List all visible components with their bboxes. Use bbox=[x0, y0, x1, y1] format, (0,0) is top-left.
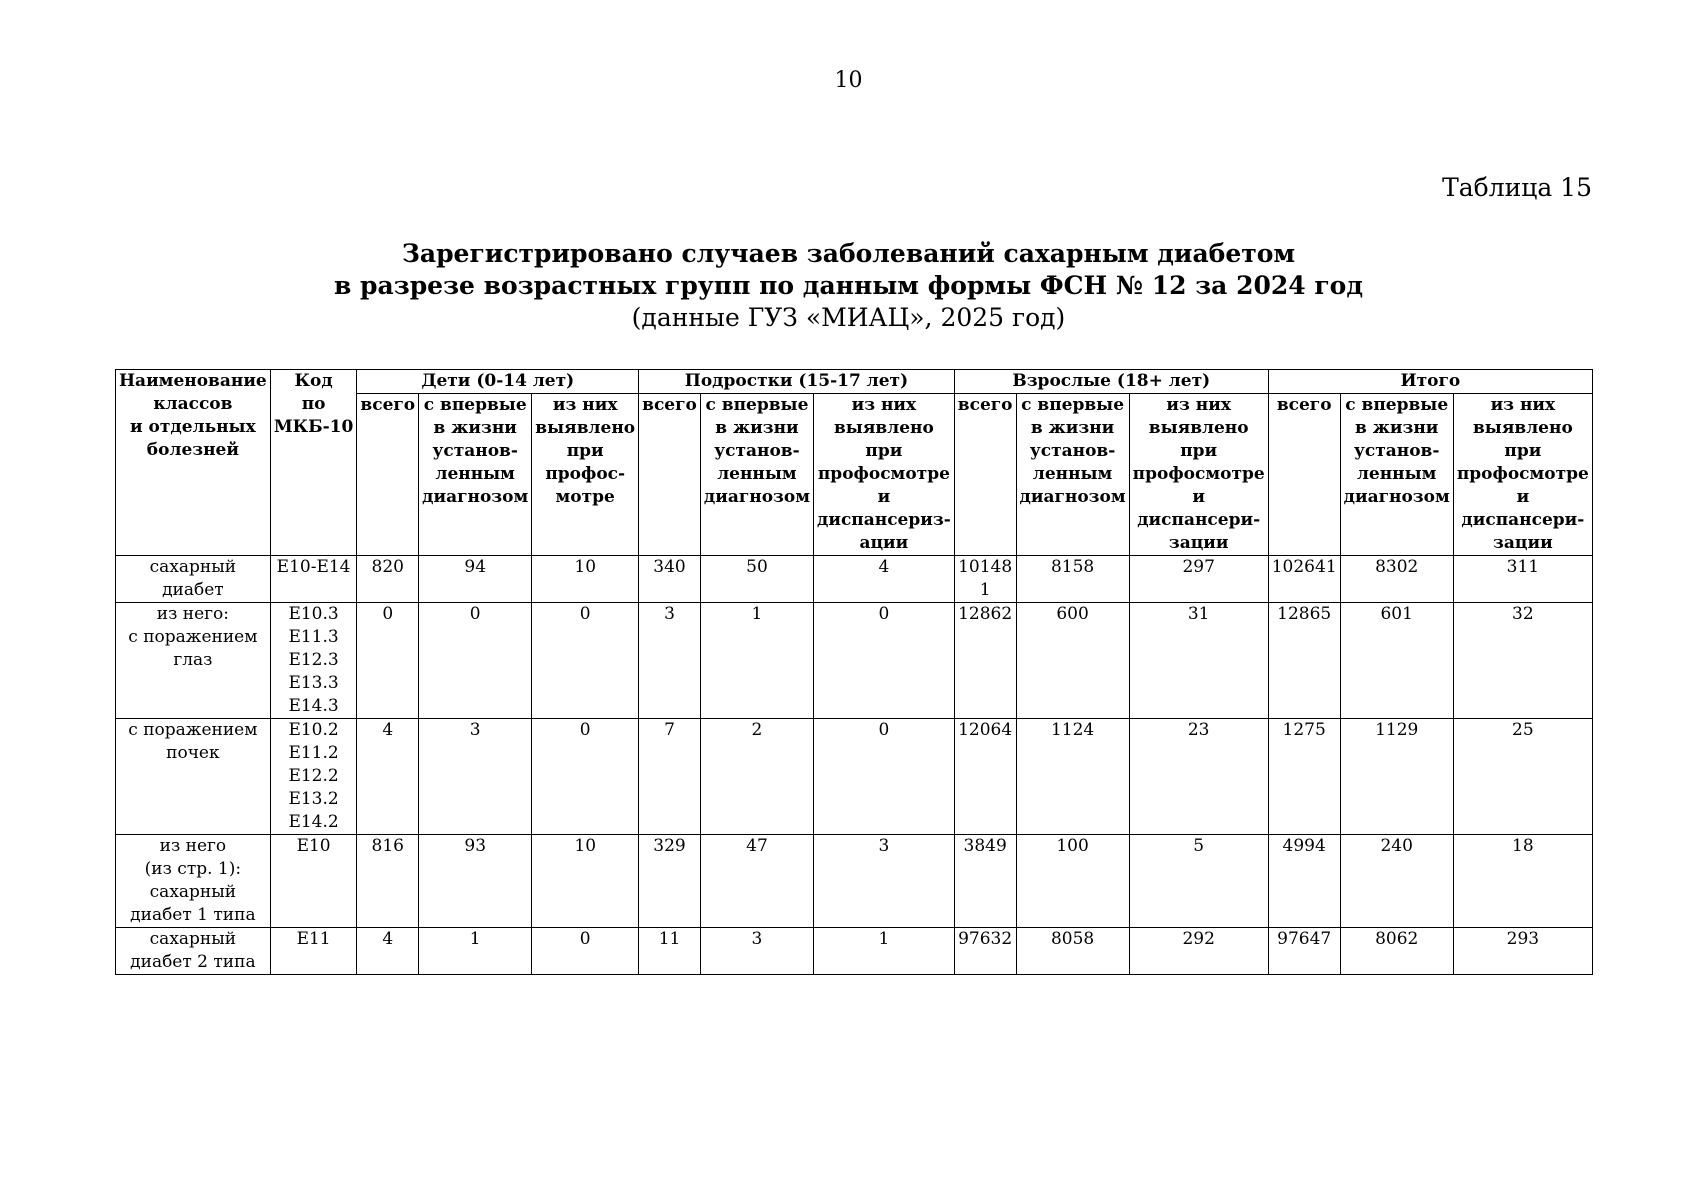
table-row bbox=[116, 603, 1593, 719]
title-line-1: Зарегистрировано случаев заболеваний сахарным диабетом bbox=[401, 239, 1296, 268]
table-title bbox=[0, 238, 1697, 334]
row-name-cell: из него (из стр. 1): сахарный диабет 1 типа bbox=[116, 835, 271, 928]
row-value-cell: 11 bbox=[639, 928, 701, 975]
row-code-cell: Е10-Е14 bbox=[270, 556, 357, 603]
row-value-cell: 0 bbox=[419, 603, 532, 719]
row-value-cell: 0 bbox=[532, 928, 639, 975]
row-value-cell: 311 bbox=[1453, 556, 1592, 603]
row-value-cell: 3 bbox=[700, 928, 813, 975]
row-value-cell: 1124 bbox=[1016, 719, 1129, 835]
row-value-cell: 240 bbox=[1340, 835, 1453, 928]
header-adults-total: всего bbox=[954, 394, 1016, 556]
row-value-cell: 4 bbox=[357, 719, 419, 835]
row-value-cell: 1 bbox=[419, 928, 532, 975]
table-row bbox=[116, 719, 1593, 835]
row-value-cell: 10148 1 bbox=[954, 556, 1016, 603]
row-value-cell: 601 bbox=[1340, 603, 1453, 719]
row-value-cell: 4 bbox=[357, 928, 419, 975]
row-code-cell: Е11 bbox=[270, 928, 357, 975]
row-value-cell: 31 bbox=[1129, 603, 1268, 719]
header-group-total: Итого bbox=[1268, 370, 1592, 394]
header-adults-first: с впервые в жизни установ- ленным диагнозом bbox=[1016, 394, 1129, 556]
row-value-cell: 94 bbox=[419, 556, 532, 603]
diabetes-table bbox=[115, 369, 1593, 975]
row-value-cell: 97647 bbox=[1268, 928, 1340, 975]
row-value-cell: 7 bbox=[639, 719, 701, 835]
row-value-cell: 47 bbox=[700, 835, 813, 928]
row-value-cell: 100 bbox=[1016, 835, 1129, 928]
row-value-cell: 3 bbox=[419, 719, 532, 835]
header-group-children: Дети (0-14 лет) bbox=[357, 370, 639, 394]
row-value-cell: 3 bbox=[639, 603, 701, 719]
row-value-cell: 3849 bbox=[954, 835, 1016, 928]
header-group-teens: Подростки (15-17 лет) bbox=[639, 370, 955, 394]
row-value-cell: 8058 bbox=[1016, 928, 1129, 975]
header-sum-total: всего bbox=[1268, 394, 1340, 556]
row-value-cell: 600 bbox=[1016, 603, 1129, 719]
row-value-cell: 10 bbox=[532, 835, 639, 928]
row-value-cell: 297 bbox=[1129, 556, 1268, 603]
row-value-cell: 0 bbox=[814, 719, 955, 835]
header-teens-first: с впервые в жизни установ- ленным диагнозом bbox=[700, 394, 813, 556]
title-line-2: в разрезе возрастных групп по данным формы ФСН № 12 за 2024 год bbox=[333, 271, 1364, 300]
row-value-cell: 2 bbox=[700, 719, 813, 835]
row-value-cell: 0 bbox=[532, 719, 639, 835]
row-value-cell: 816 bbox=[357, 835, 419, 928]
table-row bbox=[116, 556, 1593, 603]
table-body bbox=[116, 556, 1593, 975]
row-value-cell: 32 bbox=[1453, 603, 1592, 719]
row-value-cell: 8302 bbox=[1340, 556, 1453, 603]
row-name-cell: сахарный диабет 2 типа bbox=[116, 928, 271, 975]
header-name: Наименование классов и отдельных болезней bbox=[116, 370, 271, 556]
header-row-groups bbox=[116, 370, 1593, 394]
row-name-cell: сахарный диабет bbox=[116, 556, 271, 603]
row-value-cell: 329 bbox=[639, 835, 701, 928]
header-teens-total: всего bbox=[639, 394, 701, 556]
header-adults-prof: из них выявлено при профосмотре и диспансери- зации bbox=[1129, 394, 1268, 556]
row-value-cell: 4 bbox=[814, 556, 955, 603]
table-row bbox=[116, 928, 1593, 975]
row-value-cell: 23 bbox=[1129, 719, 1268, 835]
row-value-cell: 102641 bbox=[1268, 556, 1340, 603]
header-code: Код по МКБ-10 bbox=[270, 370, 357, 556]
page-number: 10 bbox=[834, 68, 863, 93]
header-sum-prof: из них выявлено при профосмотре и диспансери- зации bbox=[1453, 394, 1592, 556]
row-value-cell: 0 bbox=[532, 603, 639, 719]
row-name-cell: из него: с поражением глаз bbox=[116, 603, 271, 719]
row-value-cell: 18 bbox=[1453, 835, 1592, 928]
table-row bbox=[116, 835, 1593, 928]
row-value-cell: 820 bbox=[357, 556, 419, 603]
row-code-cell: Е10.2 Е11.2 Е12.2 Е13.2 Е14.2 bbox=[270, 719, 357, 835]
row-value-cell: 50 bbox=[700, 556, 813, 603]
row-value-cell: 292 bbox=[1129, 928, 1268, 975]
header-group-adults: Взрослые (18+ лет) bbox=[954, 370, 1268, 394]
row-value-cell: 8158 bbox=[1016, 556, 1129, 603]
row-value-cell: 0 bbox=[814, 603, 955, 719]
table-label: Таблица 15 bbox=[1442, 173, 1592, 202]
row-value-cell: 12064 bbox=[954, 719, 1016, 835]
title-subtitle: (данные ГУЗ «МИАЦ», 2025 год) bbox=[631, 303, 1066, 332]
header-sum-first: с впервые в жизни установ- ленным диагнозом bbox=[1340, 394, 1453, 556]
row-value-cell: 8062 bbox=[1340, 928, 1453, 975]
row-name-cell: с поражением почек bbox=[116, 719, 271, 835]
header-children-total: всего bbox=[357, 394, 419, 556]
row-value-cell: 12865 bbox=[1268, 603, 1340, 719]
header-children-prof: из них выявлено при профос- мотре bbox=[532, 394, 639, 556]
row-value-cell: 1 bbox=[700, 603, 813, 719]
row-value-cell: 3 bbox=[814, 835, 955, 928]
header-children-first: с впервые в жизни установ- ленным диагнозом bbox=[419, 394, 532, 556]
row-value-cell: 1129 bbox=[1340, 719, 1453, 835]
row-value-cell: 12862 bbox=[954, 603, 1016, 719]
row-value-cell: 1 bbox=[814, 928, 955, 975]
row-value-cell: 1275 bbox=[1268, 719, 1340, 835]
row-value-cell: 10 bbox=[532, 556, 639, 603]
row-value-cell: 25 bbox=[1453, 719, 1592, 835]
row-value-cell: 293 bbox=[1453, 928, 1592, 975]
row-value-cell: 5 bbox=[1129, 835, 1268, 928]
row-value-cell: 4994 bbox=[1268, 835, 1340, 928]
header-teens-prof: из них выявлено при профосмотре и диспансериз- ации bbox=[814, 394, 955, 556]
row-code-cell: Е10.3 Е11.3 Е12.3 Е13.3 Е14.3 bbox=[270, 603, 357, 719]
row-code-cell: Е10 bbox=[270, 835, 357, 928]
row-value-cell: 93 bbox=[419, 835, 532, 928]
row-value-cell: 0 bbox=[357, 603, 419, 719]
row-value-cell: 97632 bbox=[954, 928, 1016, 975]
row-value-cell: 340 bbox=[639, 556, 701, 603]
